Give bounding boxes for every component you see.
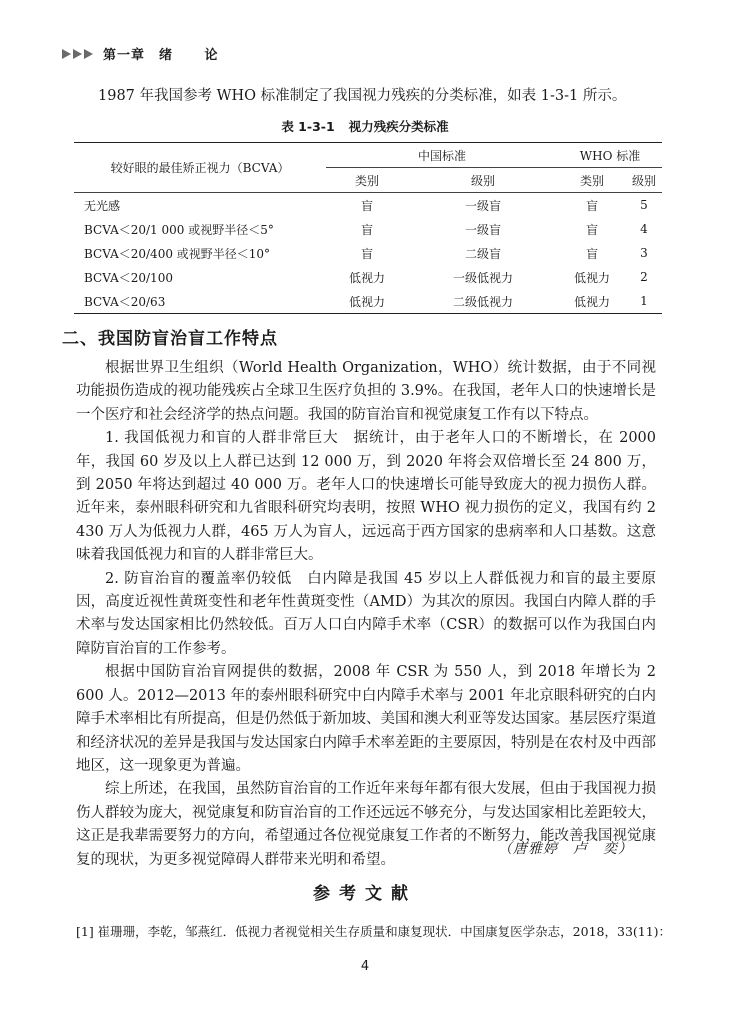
cell-who-level: 2 — [640, 270, 648, 284]
intro-sentence: 1987 年我国参考 WHO 标准制定了我国视力残疾的分类标准，如表 1-3-1 所示。 — [98, 88, 627, 104]
cell-bcva: BCVA＜20/1 000 或视野半径＜5° — [84, 222, 274, 237]
table-caption — [0, 117, 730, 135]
paragraph: 根据世界卫生组织（World Health Organization，WHO）统计数据，由于不同视功能损伤造成的视功能残疾占全球卫生医疗负担的 3.9%。在我国，老年人口的快速增长是一个医疗和社会经济学的热点问题。我国的防盲治盲和视觉康复工作有以下特点。 — [76, 360, 656, 423]
header-who-level: 级别 — [626, 168, 662, 193]
paragraph: 1. 我国低视力和盲的人群非常巨大 据统计，由于老年人口的不断增长，在 2000 年，我国 60 岁及以上人群已达到 12 000 万，到 2020 年将会双倍增长至 24 800 万，到 2050 年将达到超过 40 000 万。老年人口的快速增长可能导致庞大的视力损伤人群。近年来，泰州眼科研究和九省眼科研究均表明，按照 WHO 视力损伤的定义，我国有约 2 430 万人为低视力人群，465 万人为盲人，远远高于西方国家的患病率和人口基数。这意味着我国低视力和盲的人群非常巨大。 — [76, 430, 656, 564]
cell-china-level: 二级盲 — [464, 246, 501, 261]
running-head-title: 绪 论 — [159, 48, 232, 63]
cell-china-level: 二级低视力 — [408, 289, 558, 314]
header-who-standard: WHO 标准 — [558, 143, 662, 168]
cell-bcva: BCVA＜20/400 或视野半径＜10° — [84, 246, 271, 261]
cell-bcva: BCVA＜20/100 — [84, 270, 173, 285]
cell-who-category: 低视力 — [573, 270, 610, 285]
running-head-chapter: 第一章 — [103, 48, 146, 63]
table-row — [74, 265, 662, 289]
cell-china-level: 一级盲 — [464, 222, 501, 237]
header-bcva: 较好眼的最佳矫正视力（BCVA） — [74, 143, 326, 193]
cell-who-category: 盲 — [585, 246, 598, 261]
table-row — [74, 217, 662, 241]
cell-china-category: 盲 — [360, 198, 373, 213]
section-heading: 二、我国防盲治盲工作特点 — [62, 329, 278, 349]
authors: （唐雅婷 卢 奕） — [498, 841, 633, 857]
references-heading: 参考文献 — [313, 884, 417, 904]
paragraph: 根据中国防盲治盲网提供的数据，2008 年 CSR 为 550 人，到 2018 年增长为 2 600 人。2012—2013 年的泰州眼科研究中白内障手术率与 2001 年北京眼科研究的白内障手术率相比有所提高，但是仍然低于新加坡、美国和澳大利亚等发达国家。基层医疗渠道和经济状况的差异是我国与发达国家白内障手术率差距的主要原因，特别是在农村及中西部地区，这一现象更为普遍。 — [76, 664, 656, 774]
table-row — [74, 193, 662, 218]
header-china-level: 级别 — [408, 168, 558, 193]
cell-who-category: 盲 — [585, 198, 598, 213]
table-row — [74, 289, 662, 314]
cell-china-category: 盲 — [360, 246, 373, 261]
header-china-standard: 中国标准 — [326, 143, 558, 168]
cell-who-category: 盲 — [585, 222, 598, 237]
cell-china-level: 一级盲 — [464, 198, 501, 213]
cell-bcva: BCVA＜20/63 — [74, 289, 326, 314]
triangle-marker-icon — [62, 49, 93, 59]
header-who-category: 类别 — [558, 168, 626, 193]
table-row — [74, 241, 662, 265]
reference-entry: [1] 崔珊珊，李乾，邹燕红．低视力者视觉相关生存质量和康复现状．中国康复医学杂志，2018，33(11)： — [76, 924, 672, 939]
table-caption-title: 视力残疾分类标准 — [348, 119, 449, 134]
cell-china-category: 低视力 — [326, 289, 408, 314]
cell-who-level: 4 — [640, 222, 648, 236]
page-number: 4 — [360, 959, 370, 974]
cell-who-category: 低视力 — [558, 289, 626, 314]
cell-who-level: 5 — [640, 198, 648, 212]
vision-disability-table — [74, 142, 662, 314]
cell-china-category: 低视力 — [348, 270, 385, 285]
paragraph: 2. 防盲治盲的覆盖率仍较低 白内障是我国 45 岁以上人群低视力和盲的最主要原因，高度近视性黄斑变性和老年性黄斑变性（AMD）为其次的原因。我国白内障人群的手术率与发达国家相比仍然较低。百万人口白内障手术率（CSR）的数据可以作为我国白内障防盲治盲的工作参考。 — [76, 570, 656, 657]
cell-china-level: 一级低视力 — [452, 270, 513, 285]
cell-who-level: 3 — [640, 246, 648, 260]
cell-who-level: 1 — [626, 289, 662, 314]
body-text — [76, 357, 656, 872]
running-head — [62, 44, 232, 63]
table-caption-number: 表 1-3-1 — [281, 119, 335, 134]
paragraph: 综上所述，在我国，虽然防盲治盲的工作近年来每年都有很大发展，但由于我国视力损伤人群较为庞大，视觉康复和防盲治盲的工作还远远不够充分，与发达国家相比差距较大，这正是我辈需要努力的方向，希望通过各位视觉康复工作者的不断努力，能改善我国视觉康复的现状，为更多视觉障碍人群带来光明和希望。 — [76, 781, 656, 868]
header-china-category: 类别 — [326, 168, 408, 193]
cell-bcva: 无光感 — [84, 198, 121, 213]
cell-china-category: 盲 — [360, 222, 373, 237]
